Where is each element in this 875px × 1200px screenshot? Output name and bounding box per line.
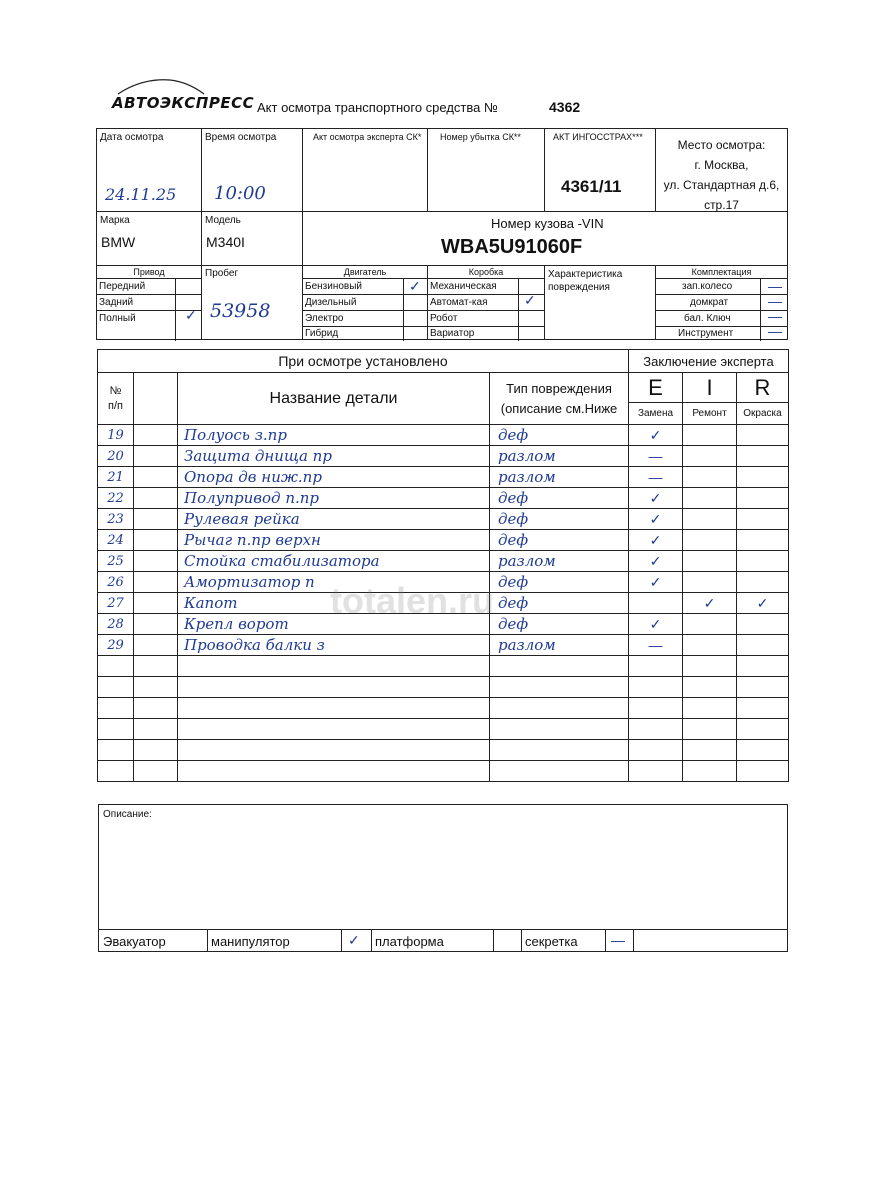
secret-dash: — [611,932,625,948]
damage-type-label-1: Тип повреждения [506,380,612,396]
model-value: M340I [206,234,245,250]
damage-char-label-1: Характеристика [548,269,623,280]
engine-petrol: Бензиновый [303,279,427,295]
specs-block [96,265,788,340]
row-blank [134,614,178,635]
row-blank [134,698,178,719]
row-replace-mark [629,719,683,740]
repair-header: Ремонт [683,403,737,425]
row-replace-mark [629,761,683,782]
row-blank [134,593,178,614]
brand-cell [96,211,202,266]
row-blank [134,425,178,446]
ingos-label: АКТ ИНГОССТРАХ*** [553,132,643,142]
gear-robot: Робот [428,311,544,327]
row-replace-mark: ✓ [629,530,683,551]
expert-label: Акт осмотра эксперта СК* [313,132,422,142]
row-paint-mark [737,488,789,509]
damage-char-label [545,266,655,296]
date-cell [96,128,202,212]
table-row [98,740,789,761]
row-paint-mark [737,677,789,698]
row-paint-mark [737,740,789,761]
secret-label: секретка [525,934,578,949]
watermark: totalen.ru [330,580,495,621]
kit-jack: домкрат [656,295,787,311]
row-number: 21 [98,467,134,488]
time-cell [201,128,303,212]
r-header: R [737,373,789,403]
row-paint-mark [737,509,789,530]
row-blank [134,761,178,782]
row-number: 26 [98,572,134,593]
row-number: 27 [98,593,134,614]
row-damage-type: деф [490,488,629,509]
time-label: Время осмотра [205,132,277,143]
row-repair-mark [683,425,737,446]
row-paint-mark [737,635,789,656]
kit-jack-dash: — [768,293,782,309]
place-line1: г. Москва, [694,158,749,172]
row-repair-mark [683,761,737,782]
time-value: 10:00 [214,183,266,204]
row-part-name: Полуось з.пр [178,425,490,446]
row-part-name: Полупривод п.пр [178,488,490,509]
gear-manual: Механическая [428,279,544,295]
row-part-name: Опора дв ниж.пр [178,467,490,488]
row-number: 19 [98,425,134,446]
row-number [98,719,134,740]
row-paint-mark: ✓ [737,593,789,614]
drive-cell [96,265,202,340]
i-header: I [683,373,737,403]
row-damage-type [490,761,629,782]
row-repair-mark [683,551,737,572]
platform-label: платформа [375,934,444,949]
row-part-name: Рычаг п.пр верхн [178,530,490,551]
damage-type-header [490,373,629,425]
engine-label: Двигатель [303,266,427,279]
table-row [98,509,789,530]
kit-tools: Инструмент [678,328,734,339]
manip-check: ✓ [348,932,360,948]
divider-7 [633,930,634,952]
row-blank [134,740,178,761]
act-number: 4362 [549,99,581,115]
row-part-name [178,761,490,782]
table-row [98,425,789,446]
row-paint-mark [737,551,789,572]
description-label: Описание: [103,809,152,820]
row-repair-mark [683,740,737,761]
row-repair-mark: ✓ [683,593,737,614]
row-paint-mark [737,467,789,488]
row-paint-mark [737,425,789,446]
divider-4 [493,930,494,952]
model-label: Модель [205,215,241,226]
vin-label: Номер кузова -VIN [491,216,604,231]
row-number [98,656,134,677]
table-row [98,656,789,677]
divider-1 [207,930,208,952]
drive-full: Полный [99,313,136,324]
gear-auto: Автомат-кая [428,295,544,311]
row-part-name [178,719,490,740]
kit-wrench: бал. Ключ [656,311,787,327]
table-row [98,530,789,551]
row-paint-mark [737,761,789,782]
table-row [98,677,789,698]
row-repair-mark [683,656,737,677]
mileage-cell [201,265,303,340]
row-damage-type: деф [490,509,629,530]
row-part-name [178,656,490,677]
row-part-name [178,740,490,761]
replace-header: Замена [629,403,683,425]
transport-row [99,929,787,952]
vin-cell [302,211,788,266]
drive-rear: Задний [97,295,201,311]
damage-char-label-2: повреждения [548,282,610,293]
loss-label: Номер убытка СК** [440,132,521,142]
row-paint-mark [737,656,789,677]
vin-value: WBA5U91060F [441,236,583,258]
gearbox-divider [518,278,519,341]
row-replace-mark [629,593,683,614]
row-part-name: Амортизатор п [178,572,490,593]
row-number: 24 [98,530,134,551]
row-replace-mark: ✓ [629,488,683,509]
row-blank [134,446,178,467]
place-label: Место осмотра: [677,138,766,152]
conclusion-title: Заключение эксперта [629,350,789,373]
row-damage-type: деф [490,425,629,446]
row-repair-mark [683,614,737,635]
row-damage-type: разлом [490,551,629,572]
row-damage-type [490,740,629,761]
row-damage-type [490,719,629,740]
part-header: Название детали [178,373,490,425]
brand-value: BMW [101,234,136,250]
place-line2: ул. Стандартная д.6, [663,178,780,192]
row-part-name: Капот [178,593,490,614]
row-part-name [178,698,490,719]
row-replace-mark: ✓ [629,614,683,635]
row-blank [134,530,178,551]
kit-wrench-dash: — [768,308,782,324]
row-number [98,698,134,719]
row-number [98,761,134,782]
row-repair-mark [683,488,737,509]
drive-front: Передний [97,279,201,295]
row-paint-mark [737,446,789,467]
header-block [96,128,788,266]
kit-spare: зап.колесо [656,279,787,295]
brand-label: Марка [100,215,130,226]
damage-type-label-2: (описание см.Ниже [500,400,618,416]
manip-label: манипулятор [211,934,290,949]
loss-cell [427,128,545,212]
place-cell [655,128,788,212]
row-damage-type [490,677,629,698]
row-part-name [178,677,490,698]
gearbox-cell [427,265,545,340]
row-part-name: Проводка балки з [178,635,490,656]
table-row [98,467,789,488]
row-repair-mark [683,572,737,593]
row-blank [134,509,178,530]
row-replace-mark: — [629,467,683,488]
row-damage-type: деф [490,530,629,551]
table-row [98,488,789,509]
findings-table [97,349,788,782]
row-replace-mark [629,698,683,719]
row-paint-mark [737,614,789,635]
num-label-1: № [109,384,122,397]
row-number: 23 [98,509,134,530]
row-part-name: Стойка стабилизатора [178,551,490,572]
findings-title: При осмотре установлено [98,350,629,373]
table-row [98,446,789,467]
num-header [98,373,134,425]
row-replace-mark [629,740,683,761]
gear-auto-check: ✓ [524,292,536,308]
row-damage-type: разлом [490,635,629,656]
row-number: 25 [98,551,134,572]
row-repair-mark [683,530,737,551]
row-paint-mark [737,530,789,551]
divider-2 [341,930,342,952]
mileage-value: 53958 [210,300,271,322]
table-row [98,635,789,656]
row-replace-mark [629,677,683,698]
row-damage-type [490,698,629,719]
row-damage-type: деф [490,614,629,635]
blank-header [134,373,178,425]
engine-petrol-check: ✓ [409,278,421,294]
row-damage-type: деф [490,593,629,614]
mileage-label: Пробег [205,268,239,279]
row-blank [134,677,178,698]
row-blank [134,656,178,677]
num-label-2: п/п [108,399,123,412]
ingos-value: 4361/11 [561,177,622,196]
row-number [98,677,134,698]
row-blank [134,488,178,509]
engine-diesel: Дизельный [303,295,427,311]
divider-5 [521,930,522,952]
expert-cell [302,128,428,212]
table-row [98,698,789,719]
row-replace-mark [629,656,683,677]
row-damage-type: разлом [490,446,629,467]
drive-divider [175,278,176,341]
row-number: 29 [98,635,134,656]
place-line3: стр.17 [704,198,739,212]
divider-3 [371,930,372,952]
row-paint-mark [737,698,789,719]
description-block [98,804,788,952]
drive-full-check: ✓ [185,307,197,323]
kit-label: Комплектация [656,266,787,279]
row-part-name: Крепл ворот [178,614,490,635]
kit-cell [655,265,788,340]
row-repair-mark [683,719,737,740]
divider-6 [605,930,606,952]
row-replace-mark: ✓ [629,551,683,572]
car-logo-icon [112,76,212,96]
table-row [98,551,789,572]
kit-divider [760,278,761,341]
row-number: 22 [98,488,134,509]
row-number: 28 [98,614,134,635]
row-repair-mark [683,635,737,656]
row-paint-mark [737,719,789,740]
evac-label: Эвакуатор [103,934,166,949]
gearbox-label: Коробка [428,266,544,279]
row-number [98,740,134,761]
row-part-name: Защита днища пр [178,446,490,467]
row-repair-mark [683,677,737,698]
e-header: E [629,373,683,403]
row-blank [134,719,178,740]
row-replace-mark: ✓ [629,509,683,530]
kit-tools-dash: — [768,323,782,339]
row-damage-type [490,656,629,677]
paint-header: Окраска [737,403,789,425]
row-damage-type: деф [490,572,629,593]
row-replace-mark: ✓ [629,425,683,446]
row-repair-mark [683,698,737,719]
drive-label: Привод [97,266,201,279]
row-replace-mark: — [629,635,683,656]
model-cell [201,211,303,266]
gear-cvt: Вариатор [430,328,475,339]
damage-char-cell [544,265,656,340]
logo-text: АВТОЭКСПРЕСС [112,94,255,112]
page-title: Акт осмотра транспортного средства № [257,100,498,115]
engine-cell [302,265,428,340]
row-replace-mark: ✓ [629,572,683,593]
row-repair-mark [683,509,737,530]
logo [112,76,255,116]
row-blank [134,467,178,488]
row-number: 20 [98,446,134,467]
kit-spare-dash: — [768,278,782,294]
row-blank [134,551,178,572]
row-replace-mark: — [629,446,683,467]
row-part-name: Рулевая рейка [178,509,490,530]
row-paint-mark [737,572,789,593]
engine-electric: Электро [303,311,427,327]
table-row [98,761,789,782]
engine-divider [403,278,404,341]
date-label: Дата осмотра [100,132,164,143]
table-row [98,719,789,740]
row-blank [134,635,178,656]
row-repair-mark [683,467,737,488]
row-blank [134,572,178,593]
engine-hybrid: Гибрид [305,328,339,339]
ingos-cell [544,128,656,212]
row-repair-mark [683,446,737,467]
row-damage-type: разлом [490,467,629,488]
date-value: 24.11.25 [105,185,177,204]
